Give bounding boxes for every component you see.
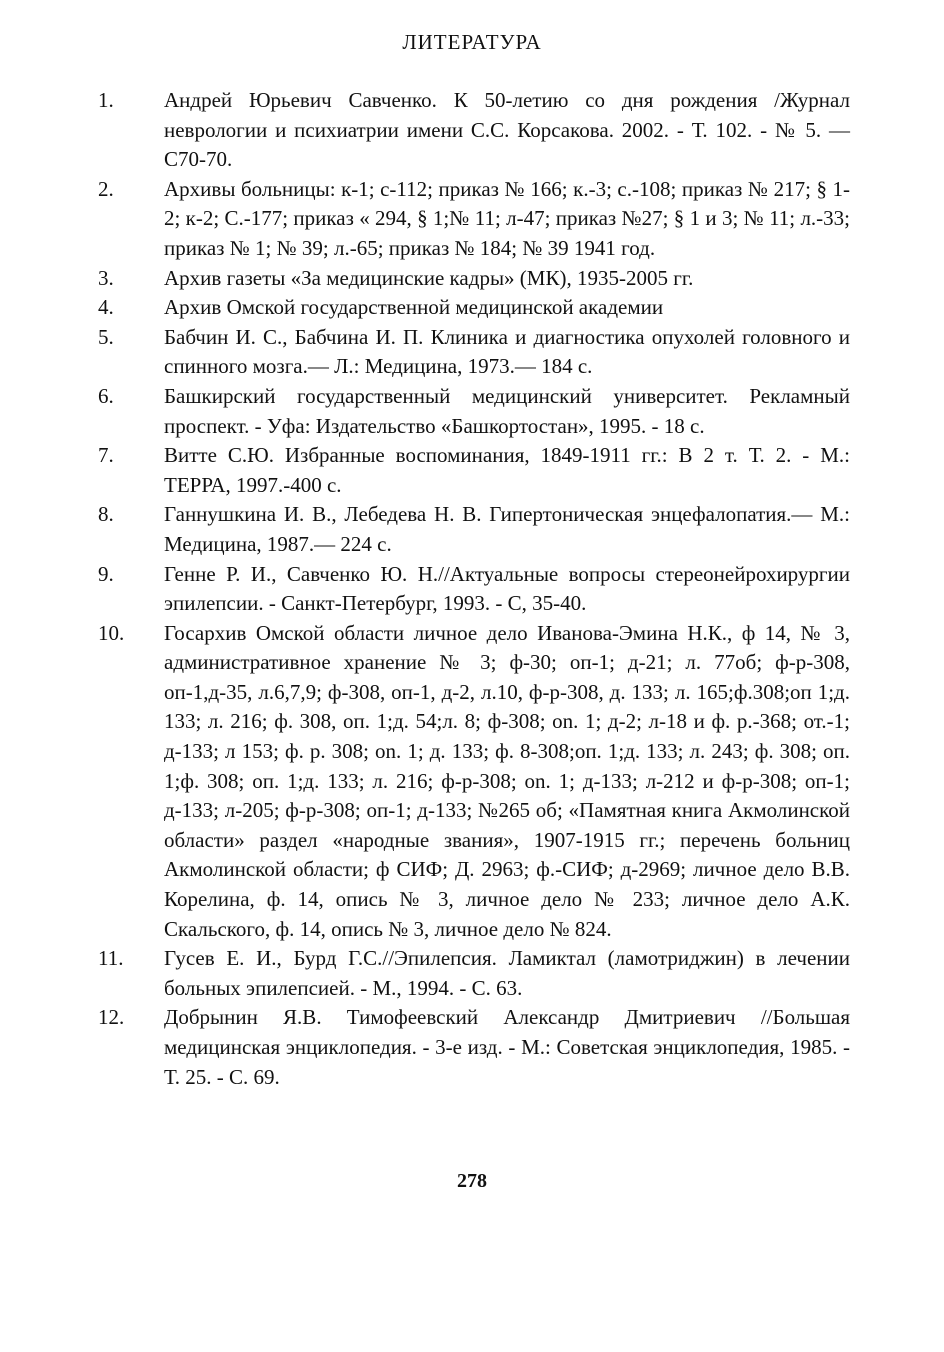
reference-text: Добрынин Я.В. Тимофеевский Александр Дмитриевич //Большая медицинская энциклопедия. - 3-е изд. - М.: Советская энциклопедия, 1985. - Т. 25. - С. 69. [164, 1005, 850, 1089]
reference-item [98, 619, 850, 945]
reference-item [98, 382, 850, 441]
reference-number: 9. [98, 561, 114, 586]
reference-number: 1. [98, 88, 114, 112]
reference-text: Архивы больницы: к-1; с-112; приказ № 166; к.-3; с.-108; приказ № 217; § 1-2; к-2; С.-177; приказ « 294, § 1;№ 11; л-47; приказ №27; § 1 и 3; № 11; л.-33; приказ № 1; № 39; л.-65; приказ № 184; № 39 1941 год. [164, 176, 850, 260]
reference-list [98, 86, 850, 1092]
reference-number: 6. [98, 383, 114, 408]
reference-number: 8. [98, 502, 114, 527]
reference-number: 11. [98, 946, 124, 971]
reference-text: Башкирский государственный медицинский университет. Рекламный проспект. - Уфа: Издательство «Башкортостан», 1995. - 18 с. [164, 383, 850, 438]
reference-item [98, 323, 850, 382]
reference-text: Бабчин И. С., Бабчина И. П. Клиника и диагностика опухолей головного и спинного мозга.— Л.: Медицина, 1973.— 184 с. [164, 324, 850, 379]
reference-item [98, 264, 850, 294]
reference-item [98, 560, 850, 619]
reference-text: Ганнушкина И. В., Лебедева Н. В. Гипертоническая энцефалопатия.— М.: Медицина, 1987.— 224 с. [164, 502, 850, 556]
page-title: ЛИТЕРАТУРА [402, 30, 542, 54]
reference-item [98, 1003, 850, 1092]
reference-item [98, 293, 850, 323]
reference-item [98, 175, 850, 264]
reference-text: Архив газеты «За медицинские кадры» (МК), 1935-2005 гг. [164, 265, 694, 290]
reference-number: 2. [98, 176, 114, 201]
reference-item [98, 86, 850, 175]
reference-text: Генне Р. И., Савченко Ю. Н.//Актуальные вопросы стереонейрохирургии эпилепсии. - Санкт-Петербург, 1993. - С, 35-40. [164, 561, 850, 616]
reference-number: 5. [98, 324, 114, 349]
reference-number: 12. [98, 1005, 125, 1030]
page-number: 278 [457, 1170, 487, 1192]
reference-text: Гусев Е. И., Бурд Г.С.//Эпилепсия. Ламиктал (ламотриджин) в лечении больных эпилепсией. - М., 1994. - С. 63. [164, 946, 850, 1000]
reference-text: Госархив Омской области личное дело Иванова-Эмина Н.К., ф 14, № 3, административное хранение № 3; ф-30; оп-1; д-21; л. 77об; ф-р-308, оп-1,д-35, л.6,7,9; ф-308, оп-1, д-2, л.10, ф-р-308, д. 133; л. 165;ф.308;оп 1;д. 133; л. 216; ф. 308, оп. 1;д. 54;л. 8; ф-308; оn. 1; д-2; л-18 и ф. р.-368; от.-1; д-133; л 153; ф. р. 308; оn. 1; д. 133; ф. 8-308;оп. 1;д. 133; л. 243; ф. 308; оп. 1;ф. 308; оп. 1;д. 133; л. 216; ф-р-308; оn. 1; д-133; л-212 и ф-р-308; оп-1; д-133; л-205; ф-р-308; оп-1; д-133; №265 об; «Памятная книга Акмолинской области» раздел «народные звания», 1907-1915 гг.; перечень больниц Акмолинской области; ф СИФ; Д. 2963; ф.-СИФ; д-2969; личное дело В.В. Корелина, ф. 14, опись № 3, личное дело № 233; личное дело А.К. Скальского, ф. 14, опись № 3, личное дело № 824. [164, 620, 850, 941]
reference-item [98, 944, 850, 1003]
reference-text: Архив Омской государственной медицинской академии [164, 295, 664, 320]
reference-text: Витте С.Ю. Избранные воспоминания, 1849-1911 гг.: В 2 т. Т. 2. - М.: ТЕРРА, 1997.-400 с. [164, 443, 850, 497]
reference-number: 3. [98, 265, 114, 290]
reference-text: Андрей Юрьевич Савченко. К 50-летию со дня рождения /Журнал неврологии и психиатрии имени С.С. Корсакова. 2002. - Т. 102. - № 5. —С70-70. [164, 88, 850, 172]
reference-item [98, 500, 850, 559]
reference-item [98, 441, 850, 500]
reference-number: 4. [98, 295, 114, 320]
reference-number: 7. [98, 443, 114, 468]
reference-number: 10. [98, 620, 125, 645]
